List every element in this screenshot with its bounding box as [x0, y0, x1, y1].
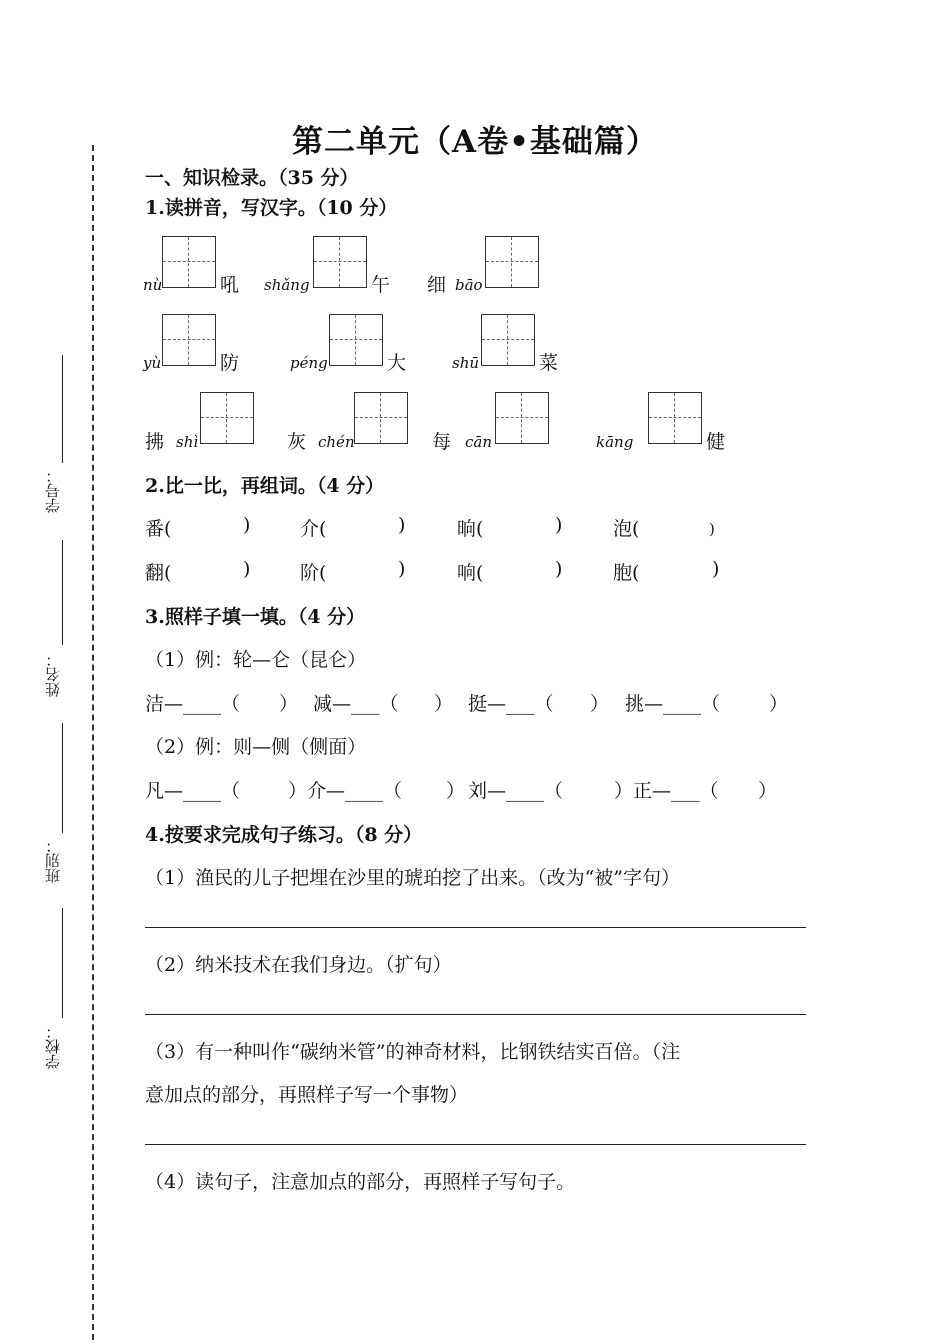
char: 吼: [220, 274, 240, 296]
tianzige-box[interactable]: [162, 236, 216, 288]
q4-sentence-2: （2）纳米技术在我们身边。（扩句）: [145, 954, 452, 976]
word-paren-close: ): [709, 520, 715, 538]
char: 细: [427, 274, 447, 296]
number-label: 学号：: [44, 468, 62, 513]
fill-item[interactable]: 洁—____（: [145, 693, 241, 715]
q2-heading: 2.比一比，再组词。（4 分）: [145, 475, 385, 497]
answer-line[interactable]: [145, 1144, 806, 1145]
word-item: 响(: [457, 562, 484, 584]
char: 拂: [145, 431, 165, 453]
fill-paren-close: ）: [434, 693, 454, 715]
fill-paren-close: ）: [446, 780, 466, 802]
word-paren-close: ): [243, 514, 251, 536]
tianzige-box[interactable]: [200, 392, 254, 444]
fill-paren-close: ）: [590, 693, 610, 715]
word-paren-close: ): [555, 514, 563, 536]
q3-example-1: （1）例：轮—仑（昆仑）: [145, 649, 367, 671]
pinyin: shǎng: [264, 276, 310, 294]
pinyin: shū: [452, 354, 480, 372]
q4-sentence-1: （1）渔民的儿子把埋在沙里的琥珀挖了出来。（改为“被”字句）: [145, 867, 681, 889]
char: 灰: [287, 431, 307, 453]
tianzige-box[interactable]: [354, 392, 408, 444]
char: 大: [387, 352, 407, 374]
word-item: 阶(: [300, 562, 327, 584]
pinyin: chén: [318, 433, 355, 451]
fill-item[interactable]: ）正—___（: [614, 780, 719, 802]
fill-paren-close: ）: [758, 780, 778, 802]
pinyin: bāo: [455, 276, 483, 294]
q4-sentence-3a: （3）有一种叫作“碳纳米管”的神奇材料，比钢铁结实百倍。（注: [145, 1041, 681, 1063]
word-item: 泡(: [613, 518, 640, 540]
answer-line[interactable]: [145, 927, 806, 928]
char: 防: [220, 352, 240, 374]
tianzige-box[interactable]: [313, 236, 367, 288]
name-label: 姓名：: [44, 652, 62, 697]
q4-heading: 4.按要求完成句子练习。（8 分）: [145, 824, 423, 846]
char: 菜: [539, 352, 559, 374]
pinyin: kāng: [596, 433, 634, 451]
q4-sentence-4: （4）读句子，注意加点的部分，再照样子写句子。: [145, 1171, 576, 1193]
fill-item[interactable]: 凡—____（: [145, 780, 241, 802]
fill-paren-close: ）: [769, 693, 789, 715]
tianzige-box[interactable]: [162, 314, 216, 366]
name-line: [62, 540, 63, 645]
word-paren-close: ): [398, 514, 406, 536]
pinyin: shì: [176, 433, 199, 451]
q1-heading: 1.读拼音，写汉字。（10 分）: [145, 197, 398, 219]
tianzige-box[interactable]: [648, 392, 702, 444]
fill-item[interactable]: 减—___（: [313, 693, 399, 715]
pinyin: péng: [290, 354, 328, 372]
char: 健: [706, 431, 726, 453]
word-paren-close: ): [555, 558, 563, 580]
pinyin: nù: [143, 276, 163, 294]
class-label: 班别：: [44, 838, 62, 883]
word-item: 胞(: [613, 562, 640, 584]
class-line: [62, 723, 63, 833]
pinyin: yù: [143, 354, 162, 372]
word-item: 翻(: [145, 562, 172, 584]
char: 午: [371, 274, 391, 296]
word-paren-close: ): [243, 558, 251, 580]
word-paren-close: ): [712, 558, 720, 580]
word-item: 介(: [300, 518, 327, 540]
school-label: 学校：: [44, 1024, 62, 1069]
word-paren-close: ): [398, 558, 406, 580]
q3-heading: 3.照样子填一填。（4 分）: [145, 606, 366, 628]
q4-sentence-3b: 意加点的部分，再照样子写一个事物）: [145, 1084, 469, 1106]
tianzige-box[interactable]: [495, 392, 549, 444]
tianzige-box[interactable]: [329, 314, 383, 366]
answer-line[interactable]: [145, 1014, 806, 1015]
page-title: 第二单元（A卷•基础篇）: [292, 124, 658, 160]
binding-dashed-line: [92, 145, 94, 1340]
fill-item[interactable]: 刘—____（: [468, 780, 564, 802]
fill-paren-close: ）: [279, 693, 299, 715]
section-1-heading: 一、知识检录。（35 分）: [145, 167, 359, 189]
tianzige-box[interactable]: [481, 314, 535, 366]
word-item: 晌(: [457, 518, 484, 540]
school-line: [62, 908, 63, 1018]
char: 每: [432, 431, 452, 453]
q3-example-2: （2）例：则—侧（侧面）: [145, 736, 367, 758]
word-item: 番(: [145, 518, 172, 540]
number-line: [62, 355, 63, 463]
fill-item[interactable]: 挑—____（: [625, 693, 721, 715]
fill-item[interactable]: ）介—____（: [288, 780, 403, 802]
fill-item[interactable]: 挺—___（: [468, 693, 554, 715]
pinyin: cān: [465, 433, 493, 451]
tianzige-box[interactable]: [485, 236, 539, 288]
